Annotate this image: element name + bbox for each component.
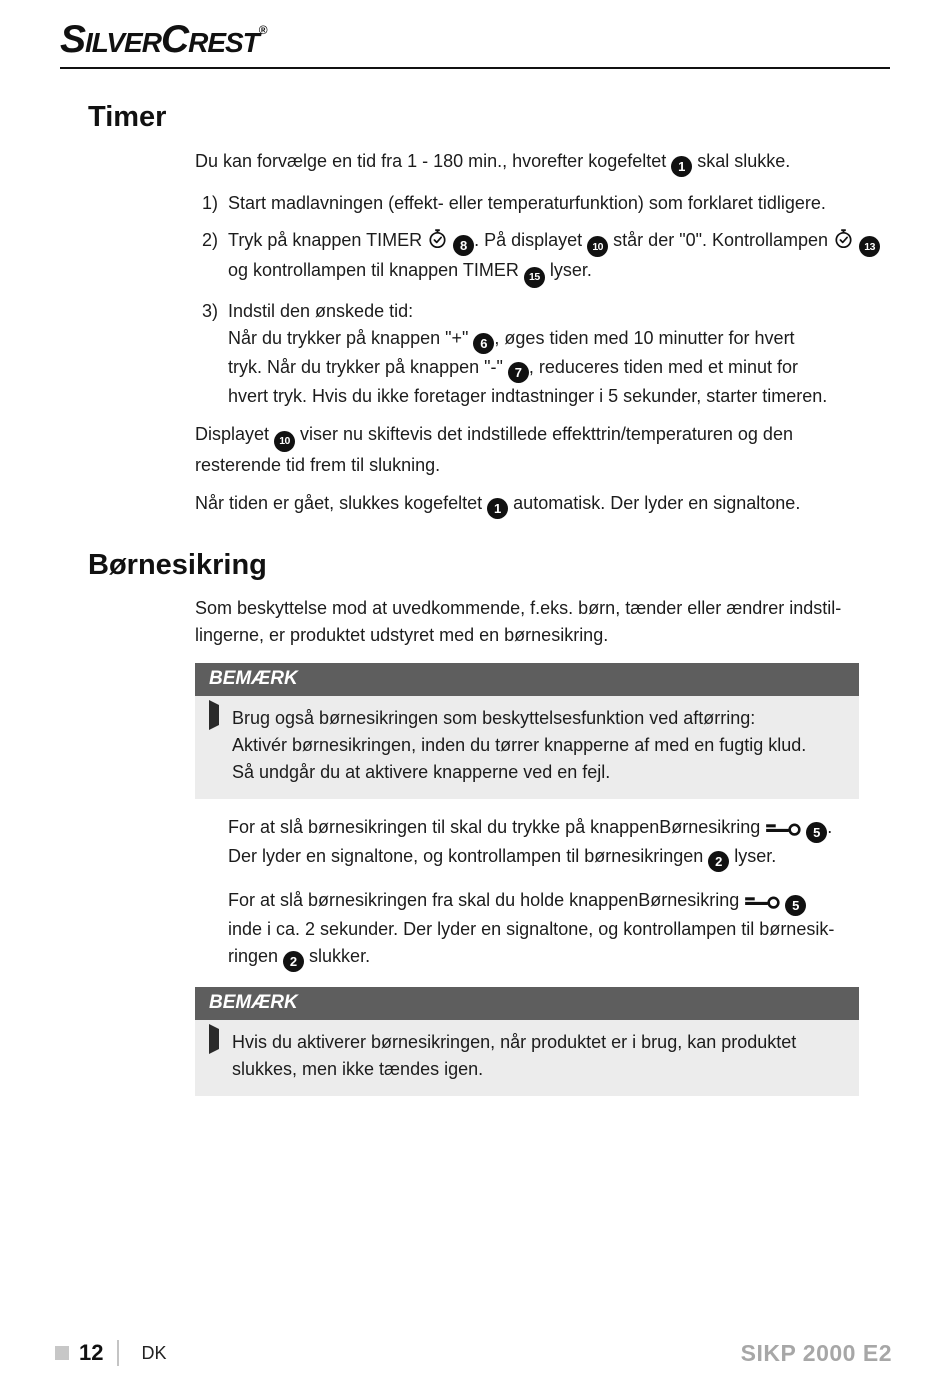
list-item-number: 2) <box>202 229 219 250</box>
arrow-bullet-icon <box>207 705 232 786</box>
silvercrest-logo <box>60 10 890 63</box>
arrow-bullet-icon <box>207 1029 232 1083</box>
callout-number-5: 5 <box>785 895 806 916</box>
callout-number-6: 6 <box>473 333 494 354</box>
logo-letters: ILVER <box>85 27 161 58</box>
callout-number-10: 10 <box>587 236 608 257</box>
callout-number-15: 15 <box>524 267 545 288</box>
footer-divider <box>117 1340 119 1366</box>
note-box-body <box>195 696 859 799</box>
note-box-body <box>195 1020 859 1096</box>
timer-display-paragraph: Displayet 10 viser nu skiftevis det indstillede effekttrin/temperaturen og den resterende tid frem til slukning. <box>195 424 793 475</box>
callout-number-13: 13 <box>859 236 880 257</box>
note-text: Hvis du aktiverer børnesikringen, når produktet er i brug, kan produktet slukkes, men ikke tændes igen. <box>232 1031 797 1079</box>
key-icon <box>765 821 801 836</box>
list-item <box>195 298 863 409</box>
logo-letters: REST <box>188 27 259 58</box>
callout-number-7: 7 <box>508 362 529 383</box>
page-number: 12 <box>79 1340 104 1365</box>
list-item-number: 1) <box>202 193 219 213</box>
bullet-item <box>195 814 863 872</box>
registered-trademark-icon: ® <box>258 23 268 37</box>
note-text: Brug også børnesikringen som beskyttelsesfunktion ved aftørring: Aktivér børnesikringen, inden du tørrer knapperne af med en fugtig klud. Så undgår du at aktivere knapperne ved en fejl. <box>232 708 807 783</box>
list-item-text: Indstil den ønskede tid: Når du trykker på knappen "+" 6 , øges tiden med 10 minutter for hvert tryk. Når du trykker på knappen "-" 7 , reduceres tiden med et minut for hvert tryk. Hvis du ikke foretager indtastninger i 5 sekunder, starter timeren. <box>228 301 828 406</box>
child-lock-intro-paragraph: Som beskyttelse mod at uvedkommende, f.eks. børn, tænder eller ændrer indstil- lingerne, er produktet udstyret med en børnesikring. <box>195 598 842 645</box>
list-item <box>195 190 863 217</box>
key-icon <box>744 894 780 909</box>
timer-end-paragraph: Når tiden er gået, slukkes kogefeltet 1 automatisk. Der lyder en signaltone. <box>195 490 863 519</box>
header-rule <box>60 67 890 69</box>
timer-intro-paragraph: Du kan forvælge en tid fra 1 - 180 min., hvorefter kogefeltet 1 skal slukke. <box>195 148 863 177</box>
square-bullet-icon <box>195 887 228 972</box>
callout-number-2: 2 <box>708 851 729 872</box>
note-box-title: BEMÆRK <box>195 987 859 1020</box>
timer-steps-list <box>195 190 875 409</box>
logo-letter: S <box>60 18 86 61</box>
bullet-item-text: For at slå børnesikringen til skal du trykke på knappenBørnesikring 5 . Der lyder en signaltone, og kontrollampen til børnesikringen 2 lyser. <box>228 814 863 872</box>
list-item <box>195 227 875 289</box>
section-child-lock <box>0 549 950 1096</box>
page-header <box>0 0 950 69</box>
bullet-item <box>195 887 863 972</box>
callout-number-8: 8 <box>453 235 474 256</box>
callout-number-10: 10 <box>274 431 295 452</box>
stopwatch-icon <box>833 228 854 249</box>
list-item-text: Start madlavningen (effekt- eller temperaturfunktion) som forklaret tidligere. <box>228 193 826 213</box>
note-box <box>195 663 859 799</box>
page-footer <box>55 1338 892 1368</box>
model-number: SIKP 2000 E2 <box>740 1339 892 1366</box>
language-code: DK <box>141 1342 167 1363</box>
section-timer <box>0 101 950 519</box>
timer-heading: Timer <box>88 101 167 133</box>
note-box-title: BEMÆRK <box>195 663 859 696</box>
list-item-text: Tryk på knappen TIMER 8 . På displayet 10 står der "0". Kontrollampen 13 og kontrollampen til knappen TIMER 15 lyser. <box>228 227 880 289</box>
stopwatch-icon <box>427 228 448 249</box>
callout-number-2: 2 <box>283 951 304 972</box>
bullet-item-text: For at slå børnesikringen fra skal du holde knappenBørnesikring 5 inde i ca. 2 sekunder. Der lyder en signaltone, og kontrollampen til børnesik- ringen 2 slukker. <box>228 887 863 972</box>
callout-number-1: 1 <box>671 156 692 177</box>
footer-square-icon <box>55 1346 69 1360</box>
child-lock-heading: Børnesikring <box>88 549 267 582</box>
logo-letter: C <box>160 18 189 61</box>
callout-number-1: 1 <box>487 498 508 519</box>
note-box <box>195 987 859 1096</box>
list-item-number: 3) <box>202 301 219 321</box>
callout-number-5: 5 <box>806 822 827 843</box>
square-bullet-icon <box>195 814 228 872</box>
